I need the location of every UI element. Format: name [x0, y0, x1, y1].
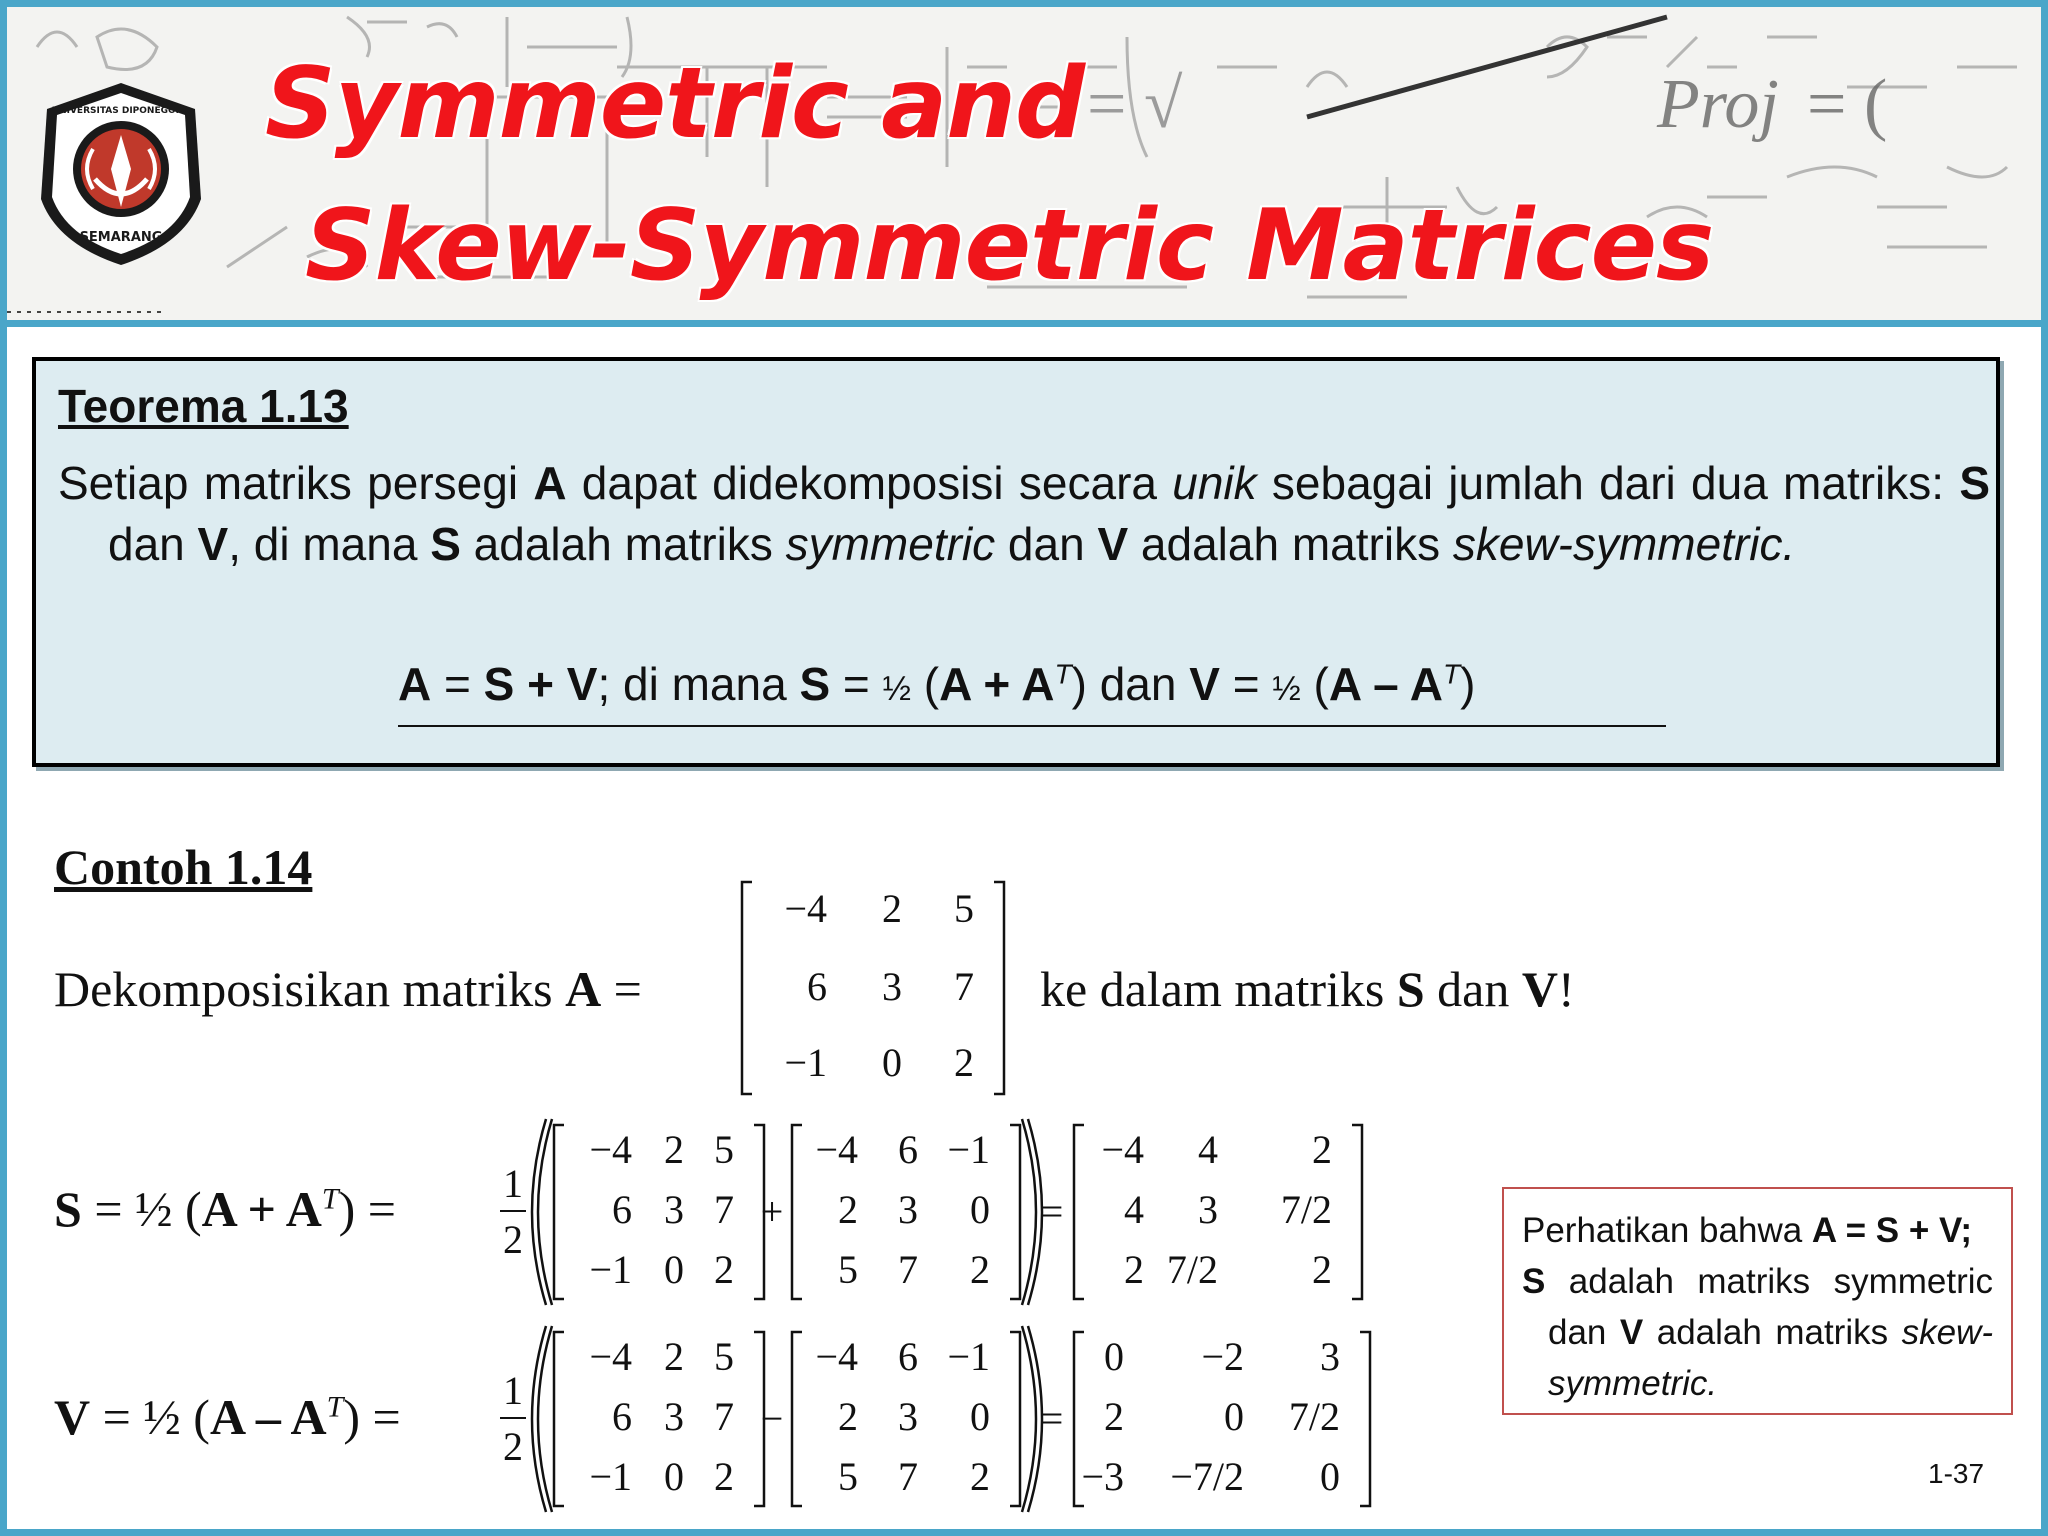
v-equation-matrix-a-cell: 6	[612, 1394, 632, 1439]
svg-text:Proj: Proj	[1657, 66, 1779, 143]
v-equation-matrix-at-cell: −1	[947, 1334, 990, 1379]
matrix-a-cell: 6	[807, 964, 827, 1009]
matrix-a-cell: 7	[954, 964, 974, 1009]
s-equation-matrix-result-cell: 2	[1312, 1127, 1332, 1172]
v-equation-matrix-a-cell: 0	[664, 1454, 684, 1499]
s-equation-half-numerator: 1	[503, 1161, 523, 1206]
s-equation-matrix-a-cell: 5	[714, 1127, 734, 1172]
v-equation-matrix-at-cell: 0	[970, 1394, 990, 1439]
s-equation-matrix-at-cell: 6	[898, 1127, 918, 1172]
svg-text:= √: = √	[1087, 66, 1183, 143]
v-equation-matrix-result-cell: −3	[1081, 1454, 1124, 1499]
s-equation-matrix-result-cell: 4	[1198, 1127, 1218, 1172]
v-equation-matrix-at-cell: 6	[898, 1334, 918, 1379]
v-equation-matrix-a-cell: 2	[714, 1454, 734, 1499]
s-equation-equals: =	[1040, 1189, 1064, 1234]
logo-text-top: UNIVERSITAS DIPONEGORO	[51, 106, 191, 116]
svg-text:= (: = (	[1807, 66, 1888, 143]
theorem-statement: Setiap matriks persegi A dapat didekomposisi secara unik sebagai jumlah dari dua matriks: S dan V, di mana S adalah matriks symmetric dan V adalah matriks skew-symmetric.	[58, 457, 1990, 570]
s-equation-matrix-result-cell: 3	[1198, 1187, 1218, 1232]
s-equation-operator: +	[760, 1189, 784, 1234]
v-equation-matrix-a-cell: 3	[664, 1394, 684, 1439]
v-equation-matrix-result-right-bracket	[1360, 1332, 1370, 1506]
v-equation-matrix-result-cell: 0	[1224, 1394, 1244, 1439]
matrix-a-cell: 3	[882, 964, 902, 1009]
v-equation-matrix-at-cell: 3	[898, 1394, 918, 1439]
matrix-a-cell: 2	[882, 886, 902, 931]
s-equation-matrix-a-cell: 7	[714, 1187, 734, 1232]
v-equation-matrix-result-cell: −2	[1201, 1334, 1244, 1379]
v-equation-matrix-result-cell: 0	[1320, 1454, 1340, 1499]
v-equation-matrix-at-cell: 5	[838, 1454, 858, 1499]
example-question-prefix: Dekomposisikan matriks A =	[54, 961, 642, 1017]
theorem-heading: Teorema 1.13	[58, 380, 349, 432]
s-equation-matrix-at-right-bracket	[1010, 1125, 1020, 1299]
s-equation-matrix-a-left-bracket	[554, 1125, 564, 1299]
s-equation-matrix-result-right-bracket	[1352, 1125, 1362, 1299]
theorem-formula: A = S + V; di mana S = ½ $(A + A^T)$ dan V = ½ $(A - A^T)$	[398, 657, 1666, 727]
s-equation-matrix-at-cell: 7	[898, 1247, 918, 1292]
v-equation-matrix-at-left-bracket	[792, 1332, 802, 1506]
note-box: Perhatikan bahwa A = S + V; S adalah matriks symmetric dan V adalah matriks skew-symmetric.	[1502, 1187, 2013, 1415]
s-equation-matrix-a-cell: −1	[589, 1247, 632, 1292]
slide-title-line2: Skew-Symmetric Matrices	[305, 189, 1714, 303]
v-equation-matrix-at-cell: 2	[970, 1454, 990, 1499]
v-equation-matrix-at-right-bracket	[1010, 1332, 1020, 1506]
example-heading: Contoh 1.14	[54, 839, 313, 895]
v-equation-half-denominator: 2	[503, 1424, 523, 1469]
s-equation-matrix-a-cell: −4	[589, 1127, 632, 1172]
v-equation-half-numerator: 1	[503, 1368, 523, 1413]
s-equation-matrix-a-cell: 0	[664, 1247, 684, 1292]
s-equation-matrix-at-cell: −1	[947, 1127, 990, 1172]
v-equation-matrix-a-cell: −1	[589, 1454, 632, 1499]
v-equation-matrix-result-cell: 2	[1104, 1394, 1124, 1439]
s-equation-matrix-result-left-bracket	[1074, 1125, 1084, 1299]
v-equation-matrix-a-cell: 7	[714, 1394, 734, 1439]
s-equation-matrix-at-cell: 2	[838, 1187, 858, 1232]
v-equation-matrix-result-cell: 7/2	[1288, 1394, 1340, 1439]
s-equation-matrix-at-cell: 3	[898, 1187, 918, 1232]
matrix-a-right-bracket	[994, 882, 1004, 1094]
matrix-a-cell: −4	[784, 886, 827, 931]
v-equation-matrix-a-cell: −4	[589, 1334, 632, 1379]
example-question-suffix: ke dalam matriks S dan V!	[1040, 961, 1575, 1017]
matrix-a-left-bracket	[742, 882, 752, 1094]
v-equation-matrix-result-cell: 3	[1320, 1334, 1340, 1379]
s-equation-matrix-result-cell: 7/2	[1280, 1187, 1332, 1232]
v-equation-equals: =	[1040, 1396, 1064, 1441]
v-equation-matrix-a-cell: 5	[714, 1334, 734, 1379]
s-equation-half-denominator: 2	[503, 1217, 523, 1262]
s-equation-matrix-a-cell: 2	[664, 1127, 684, 1172]
v-equation-matrix-result-cell: −7/2	[1170, 1454, 1244, 1499]
page-number: 1-37	[1928, 1458, 1985, 1489]
v-equation-matrix-a-cell: 2	[664, 1334, 684, 1379]
matrix-a-cell: 5	[954, 886, 974, 931]
s-equation-matrix-at-cell: −4	[815, 1127, 858, 1172]
v-equation-matrix-at-cell: 7	[898, 1454, 918, 1499]
v-equation-operator: −	[760, 1396, 784, 1441]
s-equation-matrix-result-cell: 2	[1124, 1247, 1144, 1292]
s-equation-matrix-a-cell: 2	[714, 1247, 734, 1292]
v-equation-matrix-result-cell: 0	[1104, 1334, 1124, 1379]
v-equation-matrix-at-cell: −4	[815, 1334, 858, 1379]
s-equation-matrix-at-left-bracket	[792, 1125, 802, 1299]
v-equation-matrix-at-cell: 2	[838, 1394, 858, 1439]
matrix-a-cell: −1	[784, 1040, 827, 1085]
v-formula-label: V = ½ $(A - A^T)$ =	[54, 1389, 401, 1445]
s-formula-label: S = ½ $(A + A^T)$ =	[54, 1181, 396, 1237]
logo-text-bottom: SEMARANG	[79, 230, 163, 245]
s-equation-matrix-at-cell: 0	[970, 1187, 990, 1232]
s-equation-matrix-a-cell: 6	[612, 1187, 632, 1232]
s-equation-matrix-result-cell: 2	[1312, 1247, 1332, 1292]
s-equation-matrix-result-cell: 7/2	[1166, 1247, 1218, 1292]
v-equation-matrix-a-left-bracket	[554, 1332, 564, 1506]
s-equation-matrix-result-cell: 4	[1124, 1187, 1144, 1232]
s-equation-matrix-a-cell: 3	[664, 1187, 684, 1232]
s-equation-matrix-at-cell: 2	[970, 1247, 990, 1292]
s-equation-matrix-at-cell: 5	[838, 1247, 858, 1292]
matrix-a-cell: 2	[954, 1040, 974, 1085]
slide-title-line1: Symmetric and	[265, 47, 1085, 161]
s-equation-matrix-result-cell: −4	[1101, 1127, 1144, 1172]
matrix-a-cell: 0	[882, 1040, 902, 1085]
